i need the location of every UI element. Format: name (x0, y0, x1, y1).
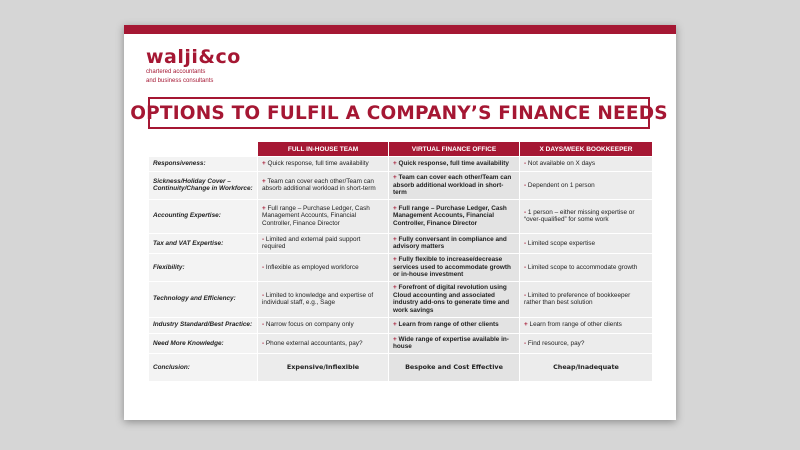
table-cell (258, 317, 389, 333)
cell-text: Narrow focus on company only (265, 321, 354, 329)
cell-text: Team can cover each other/Team can absorb additional workload in short-term (262, 177, 376, 193)
cell-text: Learn from range of other clients (529, 321, 622, 329)
cell-text: Fully flexible to increase/decrease services used to accommodate growth or in-house investment (393, 255, 511, 279)
plus-marker: + (262, 160, 266, 168)
row-label: Industry Standard/Best Practice: (149, 317, 258, 333)
minus-marker: - (262, 321, 265, 329)
minus-marker: - (524, 208, 527, 216)
cell-text: Limited to preference of bookkeeper rather than best solution (524, 291, 631, 307)
row-label: Technology and Efficiency: (149, 281, 258, 317)
table-cell (520, 233, 653, 253)
plus-marker: + (393, 321, 397, 329)
minus-marker: - (262, 339, 265, 347)
minus-marker: - (524, 160, 527, 168)
minus-marker: - (524, 263, 527, 271)
cell-text: Find resource, pay? (527, 339, 585, 347)
comparison-table (148, 141, 653, 382)
plus-marker: + (262, 204, 266, 212)
logo-tagline-2: and business consultants (146, 77, 214, 84)
cell-text: Limited and external paid support required (262, 235, 361, 251)
row-label: Need More Knowledge: (149, 333, 258, 353)
table-cell (520, 317, 653, 333)
title-box (130, 97, 668, 129)
column-header-bookkeeper: X DAYS/WEEK BOOKKEEPER (520, 142, 653, 157)
cell-text: Forefront of digital revolution using Cloud accounting and associated industry add-ons to generate time and work savings (393, 284, 510, 314)
plus-marker: + (393, 284, 397, 292)
row-label: Sickness/Holiday Cover – Continuity/Change in Workforce: (149, 172, 258, 200)
plus-marker: + (262, 177, 266, 185)
table-cell (520, 172, 653, 200)
conclusion-label: Conclusion: (149, 353, 258, 381)
cell-text: Limited scope expertise (527, 239, 596, 247)
table-cell (258, 233, 389, 253)
conclusion-value: Expensive/Inflexible (258, 353, 389, 381)
table-row (149, 281, 653, 317)
conclusion-row (149, 353, 653, 381)
column-header-virtual: VIRTUAL FINANCE OFFICE (389, 142, 520, 157)
logo-tagline-1: chartered accountants (146, 69, 206, 75)
table-cell (389, 253, 520, 281)
plus-marker: + (524, 321, 528, 329)
table-cell (258, 199, 389, 233)
cell-text: Fully conversant in compliance and advisory matters (393, 235, 507, 251)
table-cell (389, 172, 520, 200)
plus-marker: + (393, 174, 397, 181)
cell-text: Learn from range of other clients (398, 321, 499, 329)
row-label: Responsiveness: (149, 157, 258, 172)
table-cell (258, 253, 389, 281)
conclusion-value: Cheap/Inadequate (520, 353, 653, 381)
table-cell (258, 172, 389, 200)
plus-marker: + (393, 335, 397, 343)
table-cell (258, 281, 389, 317)
cell-text: Not available on X days (527, 160, 596, 168)
cell-text: Quick response, full time availability (398, 160, 509, 168)
table-cell (520, 157, 653, 172)
table-row (149, 172, 653, 200)
header-blank (149, 142, 258, 157)
cell-text: Limited scope to accommodate growth (527, 263, 638, 271)
minus-marker: - (262, 263, 265, 271)
table-cell (389, 333, 520, 353)
table-row (149, 333, 653, 353)
conclusion-value: Bespoke and Cost Effective (389, 353, 520, 381)
table-cell (520, 199, 653, 233)
table-row (149, 233, 653, 253)
column-header-in-house: FULL IN-HOUSE TEAM (258, 142, 389, 157)
table-cell (389, 233, 520, 253)
table-cell (520, 253, 653, 281)
table-row (149, 253, 653, 281)
table-cell (389, 157, 520, 172)
plus-marker: + (393, 160, 397, 168)
logo-name: walji&co (146, 46, 241, 68)
table-cell (520, 281, 653, 317)
table-cell (258, 157, 389, 172)
top-accent-bar (124, 25, 676, 34)
cell-text: Wide range of expertise available in-house (393, 335, 509, 351)
table-cell (389, 317, 520, 333)
cell-text: Full range – Purchase Ledger, Cash Management Accounts, Financial Controller, Finance Director (262, 204, 370, 228)
table-row (149, 199, 653, 233)
cell-text: Full range – Purchase Ledger, Cash Management Accounts, Financial Controller, Finance Director (393, 204, 507, 228)
table-cell (520, 333, 653, 353)
table-row (149, 157, 653, 172)
table-cell (258, 333, 389, 353)
cell-text: Team can cover each other/Team can absorb additional workload in short-term (393, 174, 512, 197)
cell-text: Quick response, full time availability (267, 160, 369, 168)
row-label: Accounting Expertise: (149, 199, 258, 233)
table-cell (389, 281, 520, 317)
row-label: Tax and VAT Expertise: (149, 233, 258, 253)
table-cell (389, 199, 520, 233)
cell-text: Limited to knowledge and expertise of individual staff, e.g., Sage (262, 291, 374, 307)
minus-marker: - (262, 291, 265, 299)
cell-text: Dependent on 1 person (527, 181, 595, 189)
plus-marker: + (393, 235, 397, 243)
minus-marker: - (262, 235, 265, 243)
cell-text: Inflexible as employed workforce (265, 263, 359, 271)
plus-marker: + (393, 204, 397, 212)
minus-marker: - (524, 181, 527, 189)
cell-text: 1 person – either missing expertise or “over-qualified” for some work (524, 208, 635, 224)
minus-marker: - (524, 339, 527, 347)
company-logo (146, 47, 241, 84)
cell-text: Phone external accountants, pay? (265, 339, 363, 347)
plus-marker: + (393, 255, 397, 263)
table-row (149, 317, 653, 333)
page-title: OPTIONS TO FULFIL A COMPANY’S FINANCE NEEDS (130, 102, 668, 124)
minus-marker: - (524, 239, 527, 247)
minus-marker: - (524, 291, 527, 299)
row-label: Flexibility: (149, 253, 258, 281)
slide (124, 25, 676, 420)
table-header-row (149, 142, 653, 157)
